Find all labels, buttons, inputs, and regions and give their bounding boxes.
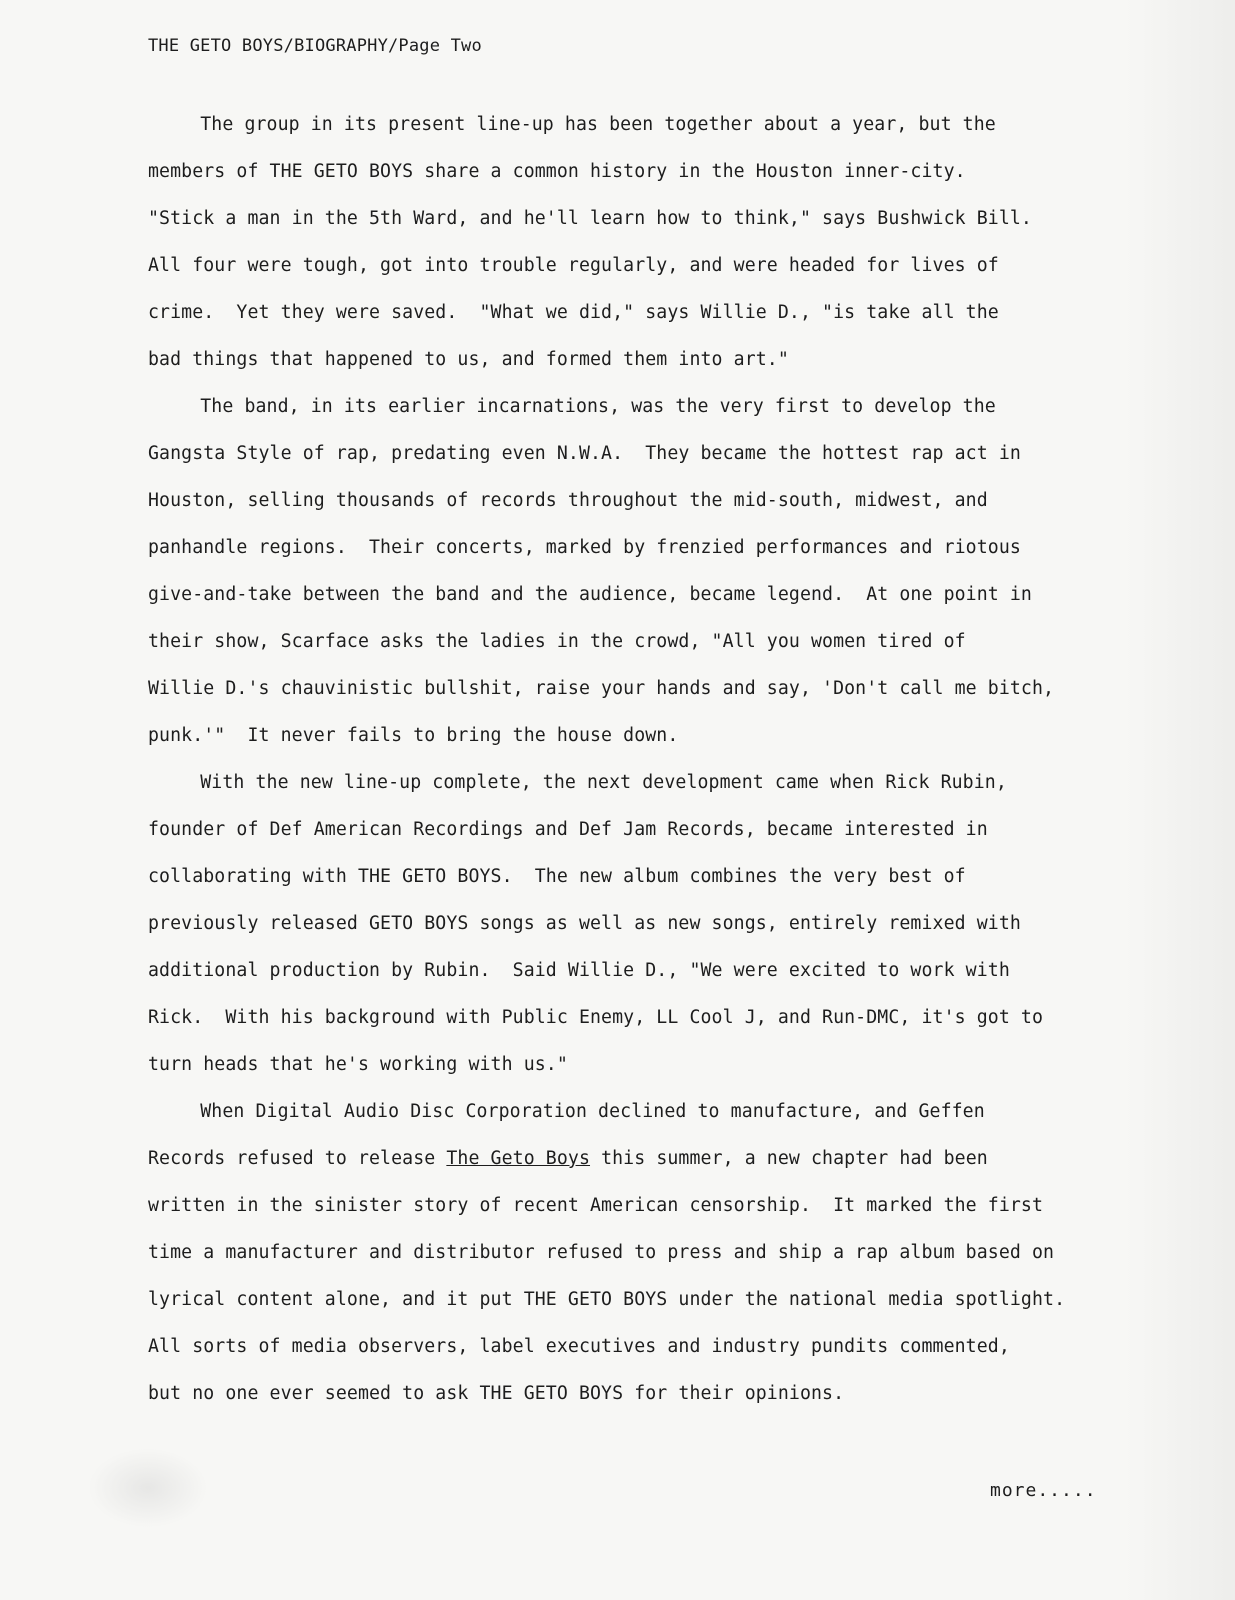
body-line-17: collaborating with THE GETO BOYS. The new album combines the very best of bbox=[148, 866, 966, 887]
body-line-23 bbox=[148, 1148, 988, 1169]
body-line-11: give-and-take between the band and the audience, became legend. At one point in bbox=[148, 584, 1032, 605]
body-line-10: panhandle regions. Their concerts, marked by frenzied performances and riotous bbox=[148, 537, 1021, 558]
body-line-5: crime. Yet they were saved. "What we did," says Willie D., "is take all the bbox=[148, 302, 999, 323]
body-line-2: members of THE GETO BOYS share a common history in the Houston inner-city. bbox=[148, 161, 966, 182]
body-line-22: When Digital Audio Disc Corporation declined to manufacture, and Geffen bbox=[145, 1101, 985, 1122]
body-line-18: previously released GETO BOYS songs as well as new songs, entirely remixed with bbox=[148, 913, 1021, 934]
page-header: THE GETO BOYS/BIOGRAPHY/Page Two bbox=[148, 36, 482, 56]
body-line-14: punk.'" It never fails to bring the house down. bbox=[148, 725, 679, 746]
page-edge-shadow bbox=[1125, 0, 1235, 1600]
body-line-26: lyrical content alone, and it put THE GETO BOYS under the national media spotlight. bbox=[148, 1289, 1066, 1310]
body-line-24: written in the sinister story of recent American censorship. It marked the first bbox=[148, 1195, 1044, 1216]
body-line-25: time a manufacturer and distributor refused to press and ship a rap album based on bbox=[148, 1242, 1055, 1263]
body-line-7: The band, in its earlier incarnations, was the very first to develop the bbox=[145, 396, 996, 417]
body-line-19: additional production by Rubin. Said Willie D., "We were excited to work with bbox=[148, 960, 1010, 981]
body-line-21: turn heads that he's working with us." bbox=[148, 1054, 568, 1075]
body-line-20: Rick. With his background with Public Enemy, LL Cool J, and Run-DMC, it's got to bbox=[148, 1007, 1044, 1028]
body-line-12: their show, Scarface asks the ladies in the crowd, "All you women tired of bbox=[148, 631, 966, 652]
body-line-3: "Stick a man in the 5th Ward, and he'll learn how to think," says Bushwick Bill. bbox=[148, 208, 1032, 229]
body-line-8: Gangsta Style of rap, predating even N.W.A. They became the hottest rap act in bbox=[148, 443, 1021, 464]
body-line-23-start: Records refused to release bbox=[148, 1148, 447, 1169]
continued-marker: more..... bbox=[990, 1480, 1097, 1501]
body-line-1: The group in its present line-up has been together about a year, but the bbox=[145, 114, 996, 135]
body-line-4: All four were tough, got into trouble regularly, and were headed for lives of bbox=[148, 255, 999, 276]
body-line-9: Houston, selling thousands of records throughout the mid-south, midwest, and bbox=[148, 490, 988, 511]
body-line-23-end: this summer, a new chapter had been bbox=[590, 1148, 988, 1169]
body-line-15: With the new line-up complete, the next development came when Rick Rubin, bbox=[145, 772, 1007, 793]
album-title-underlined: The Geto Boys bbox=[446, 1148, 591, 1169]
body-line-27: All sorts of media observers, label executives and industry pundits commented, bbox=[148, 1336, 1010, 1357]
body-line-16: founder of Def American Recordings and Def Jam Records, became interested in bbox=[148, 819, 988, 840]
body-line-6: bad things that happened to us, and formed them into art." bbox=[148, 349, 789, 370]
body-line-28: but no one ever seemed to ask THE GETO BOYS for their opinions. bbox=[148, 1383, 845, 1404]
page-smudge bbox=[88, 1448, 208, 1528]
body-line-13: Willie D.'s chauvinistic bullshit, raise your hands and say, 'Don't call me bitch, bbox=[148, 678, 1055, 699]
